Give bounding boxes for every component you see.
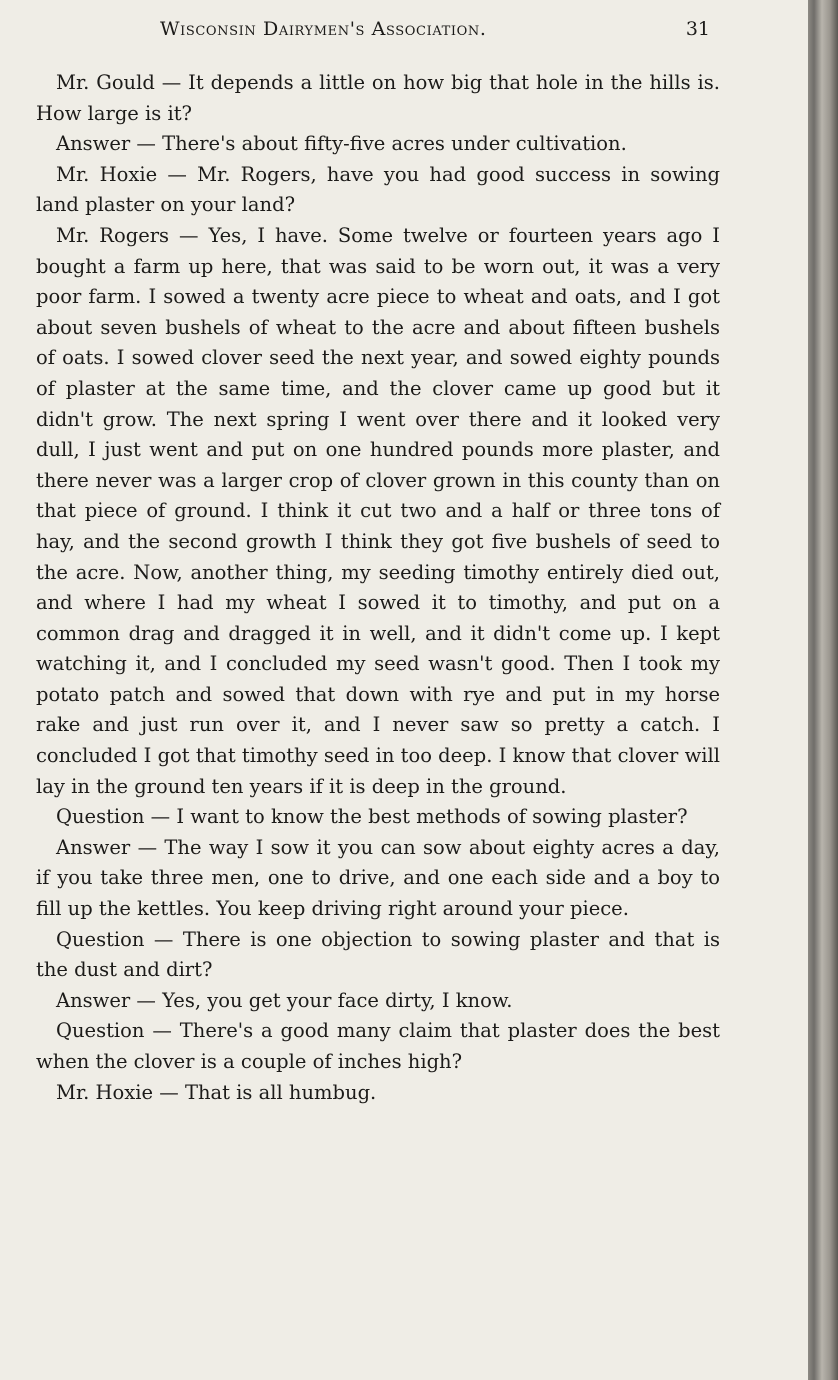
paragraph: Mr. Hoxie — Mr. Rogers, have you had good success in sowing land plaster on your land? (36, 162, 720, 217)
page-body (36, 68, 720, 1108)
paragraph: Answer — There's about fifty-five acres under cultivation. (56, 132, 627, 156)
paragraph: Question — There is one objection to sowing plaster and that is the dust and dirt? (36, 927, 720, 982)
page-number: 31 (685, 18, 710, 40)
page-header (40, 14, 720, 48)
running-title: Wisconsin Dairymen's Association. (160, 18, 487, 40)
book-gutter (808, 0, 838, 1380)
paragraph: Mr. Hoxie — That is all humbug. (56, 1080, 377, 1104)
paragraph: Question — I want to know the best methods of sowing plaster? (56, 805, 688, 829)
paragraph: Answer — The way I sow it you can sow about eighty acres a day, if you take three men, one to drive, and one each side and a boy to fill up the kettles. You keep driving right around your piece. (36, 835, 720, 921)
paragraph: Question — There's a good many claim that plaster does the best when the clover is a couple of inches high? (36, 1019, 720, 1073)
paragraph: Mr. Rogers — Yes, I have. Some twelve or fourteen years ago I bought a farm up here, that was said to be worn out, it was a very poor farm. I sowed a twenty acre piece to wheat and oats, and I got about seven bushels of wheat to the acre and about fifteen bushels of oats. I sowed clover seed the next year, and sowed eighty pounds of plaster at the same time, and the clover came up good but it didn't grow. The next spring I went over there and it looked very dull, I just went and put on one hundred pounds more plaster, and there never was a larger crop of clover grown in this county than on that piece of ground. I think it cut two and a half or three tons of hay, and the second growth I think they got five bushels of seed to the acre. Now, another thing, my seeding timothy entirely died out, and where I had my wheat I sowed it to timothy, and put on a common drag and dragged it in well, and it didn't come up. I kept watching it, and I concluded my seed wasn't good. Then I took my potato patch and sowed that down with rye and put in my horse rake and just run over it, and I never saw so pretty a catch. I concluded I got that timothy seed in too deep. I know that clover will lay in the ground ten years if it is deep in the ground. (36, 223, 720, 798)
paragraph: Answer — Yes, you get your face dirty, I know. (56, 988, 513, 1012)
paragraph: Mr. Gould — It depends a little on how big that hole in the hills is. How large is it? (36, 71, 720, 125)
